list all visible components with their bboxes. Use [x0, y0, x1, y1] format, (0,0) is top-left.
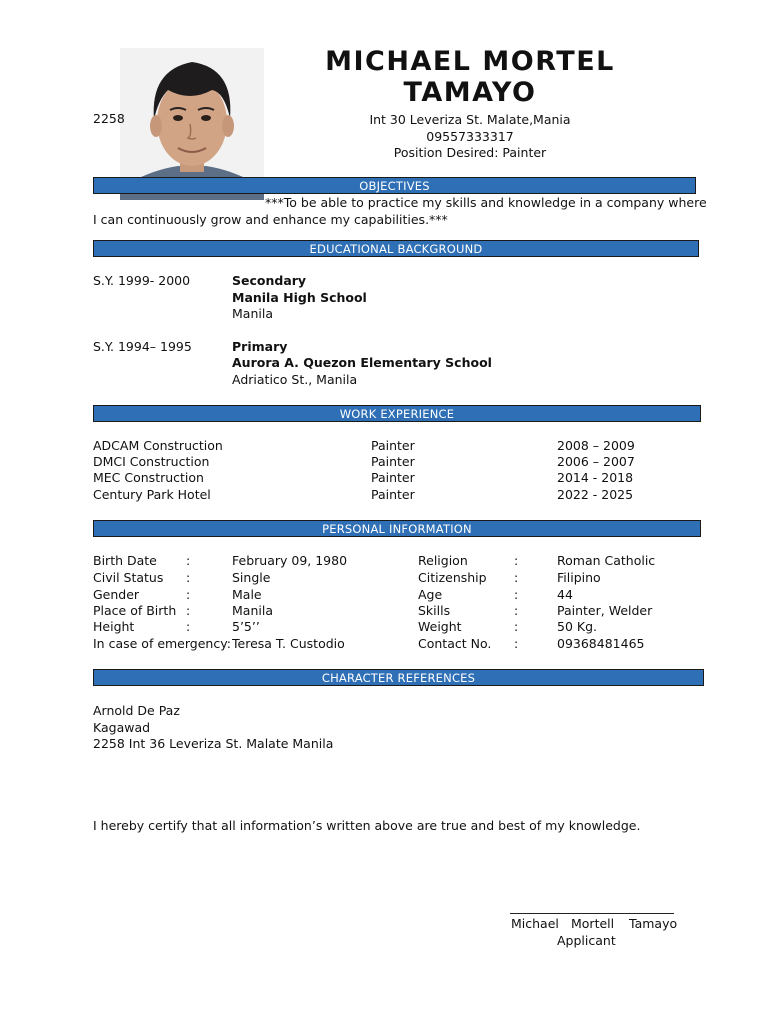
education-location: Adriatico St., Manila — [232, 372, 358, 387]
personal-value: Teresa T. Custodio — [232, 636, 345, 651]
education-level: Primary — [232, 339, 288, 354]
personal-colon: : — [514, 570, 519, 585]
work-role: Painter — [371, 454, 415, 469]
objective-line-1: ***To be able to practice my skills and knowledge in a company where — [265, 195, 707, 210]
signature-last-name: Tamayo — [629, 916, 678, 931]
references-header: CHARACTER REFERENCES — [93, 669, 704, 686]
personal-label: Citizenship — [418, 570, 487, 585]
certification-statement: I hereby certify that all information’s written above are true and best of my knowledge. — [93, 818, 641, 833]
education-location: Manila — [232, 306, 273, 321]
personal-colon: : — [514, 636, 519, 651]
personal-colon: : — [186, 619, 191, 634]
work-company: DMCI Construction — [93, 454, 210, 469]
personal-label: Weight — [418, 619, 462, 634]
work-role: Painter — [371, 470, 415, 485]
personal-label: Age — [418, 587, 443, 602]
personal-label: Gender — [93, 587, 140, 602]
personal-label: Birth Date — [93, 553, 157, 568]
personal-colon: : — [186, 553, 191, 568]
education-years: S.Y. 1999- 2000 — [93, 273, 191, 288]
house-number: 2258 — [93, 111, 125, 126]
personal-value: 50 Kg. — [557, 619, 597, 634]
name-line-1: MICHAEL MORTEL — [325, 46, 615, 77]
education-level: Secondary — [232, 273, 307, 288]
signature-line — [510, 913, 674, 914]
personal-label: Civil Status — [93, 570, 164, 585]
personal-label: Height — [93, 619, 135, 634]
reference-title: Kagawad — [93, 720, 151, 735]
work-role: Painter — [371, 438, 415, 453]
personal-label: Place of Birth — [93, 603, 177, 618]
personal-label: Religion — [418, 553, 468, 568]
reference-address: 2258 Int 36 Leveriza St. Malate Manila — [93, 736, 334, 751]
education-school: Aurora A. Quezon Elementary School — [232, 355, 492, 370]
education-years: S.Y. 1994– 1995 — [93, 339, 192, 354]
reference-name: Arnold De Paz — [93, 703, 180, 718]
personal-value: Filipino — [557, 570, 601, 585]
personal-value: 5’5’’ — [232, 619, 260, 634]
work-company: Century Park Hotel — [93, 487, 211, 502]
personal-colon: : — [514, 619, 519, 634]
personal-value: 44 — [557, 587, 573, 602]
work-years: 2014 - 2018 — [557, 470, 634, 485]
personal-colon: : — [514, 553, 519, 568]
personal-value: Single — [232, 570, 271, 585]
signature-role: Applicant — [557, 933, 616, 948]
name-line-2: TAMAYO — [403, 77, 537, 108]
personal-colon: : — [186, 587, 191, 602]
education-header: EDUCATIONAL BACKGROUND — [93, 240, 699, 257]
signature-first-name: Michael — [511, 916, 559, 931]
objectives-header: OBJECTIVES — [93, 177, 696, 194]
work-role: Painter — [371, 487, 415, 502]
education-school: Manila High School — [232, 290, 367, 305]
work-years: 2022 - 2025 — [557, 487, 634, 502]
work-years: 2006 – 2007 — [557, 454, 635, 469]
personal-label: Skills — [418, 603, 451, 618]
phone-number: 09557333317 — [426, 129, 514, 144]
applicant-name — [320, 46, 620, 108]
personal-label: Contact No. — [418, 636, 492, 651]
personal-value: Manila — [232, 603, 273, 618]
address: Int 30 Leveriza St. Malate,Mania — [369, 112, 571, 127]
personal-header: PERSONAL INFORMATION — [93, 520, 701, 537]
personal-value: Painter, Welder — [557, 603, 653, 618]
signature-middle-name: Mortell — [571, 916, 615, 931]
personal-value: 09368481465 — [557, 636, 645, 651]
work-company: MEC Construction — [93, 470, 204, 485]
personal-value: February 09, 1980 — [232, 553, 348, 568]
work-company: ADCAM Construction — [93, 438, 223, 453]
personal-colon: : — [514, 587, 519, 602]
personal-label: In case of emergency: — [93, 636, 231, 651]
personal-value: Male — [232, 587, 262, 602]
objective-line-2: I can continuously grow and enhance my capabilities.*** — [93, 212, 448, 227]
work-header: WORK EXPERIENCE — [93, 405, 701, 422]
work-years: 2008 – 2009 — [557, 438, 635, 453]
personal-colon: : — [186, 603, 191, 618]
personal-colon: : — [186, 570, 191, 585]
position-desired: Position Desired: Painter — [393, 145, 547, 160]
personal-value: Roman Catholic — [557, 553, 656, 568]
personal-colon: : — [514, 603, 519, 618]
